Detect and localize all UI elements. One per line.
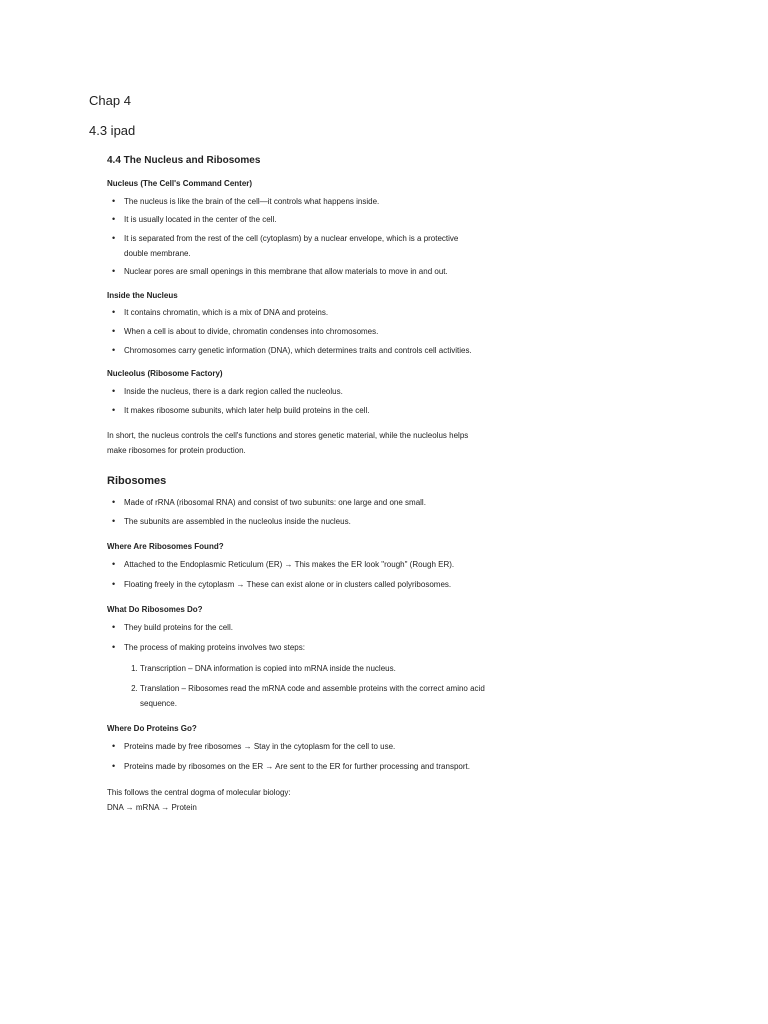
section-title: 4.4 The Nucleus and Ribosomes <box>107 155 261 166</box>
found-list <box>107 577 507 592</box>
list-item: • The process of making proteins involves two steps: <box>124 640 507 655</box>
found-list-2 <box>107 577 507 592</box>
nucleus-list <box>107 231 467 261</box>
list-item: • It contains chromatin, which is a mix of DNA and proteins. <box>124 305 507 320</box>
nucleus-list-4 <box>107 264 507 279</box>
nucleus-block <box>107 176 507 191</box>
list-item: • They build proteins for the cell. <box>124 620 507 635</box>
steps-list-1 <box>107 661 507 676</box>
inside-list <box>107 324 507 339</box>
nucleolus-list <box>107 403 507 418</box>
ribosomes-list <box>107 495 507 510</box>
list-item: • Nuclear pores are small openings in this membrane that allow materials to move in and out. <box>124 264 507 279</box>
list-item: • Made of rRNA (ribosomal RNA) and consist of two subunits: one large and one small. <box>124 495 507 510</box>
list-item: • Floating freely in the cytoplasm → These can exist alone or in clusters called polyribosomes. <box>124 577 507 592</box>
dogma-block <box>107 785 507 815</box>
inside-list-3 <box>107 343 527 358</box>
nucleus-list <box>107 264 507 279</box>
list-item: • The subunits are assembled in the nucleolus inside the nucleus. <box>124 514 507 529</box>
dogma-line: This follows the central dogma of molecular biology: <box>107 788 291 797</box>
list-item: • Attached to the Endoplasmic Reticulum (ER) → This makes the ER look "rough" (Rough ER). <box>124 557 507 572</box>
list-item: • It is usually located in the center of the cell. <box>124 212 507 227</box>
ribosomes-list <box>107 514 507 529</box>
ribosomes-section <box>107 474 507 489</box>
go-list-2 <box>107 759 527 774</box>
nucleolus-block <box>107 366 507 381</box>
nucleolus-heading: Nucleolus (Ribosome Factory) <box>107 369 223 378</box>
do-list <box>107 640 507 655</box>
inside-list <box>107 305 507 320</box>
go-list <box>107 759 527 774</box>
nucleus-list-2 <box>107 212 507 227</box>
found-block <box>107 539 507 554</box>
go-block <box>107 721 507 736</box>
inside-heading: Inside the Nucleus <box>107 291 178 300</box>
inside-list <box>107 343 527 358</box>
nucleolus-list-1 <box>107 384 507 399</box>
do-block <box>107 602 507 617</box>
list-item: • Proteins made by ribosomes on the ER → Are sent to the ER for further processing and transport. <box>124 759 527 774</box>
found-list <box>107 557 507 572</box>
list-item: • When a cell is about to divide, chromatin condenses into chromosomes. <box>124 324 507 339</box>
summary-block <box>107 428 477 458</box>
steps-list <box>107 661 507 676</box>
summary-paragraph: In short, the nucleus controls the cell's functions and stores genetic material, while the nucleolus helps make ribosomes for protein production. <box>107 431 469 455</box>
nucleus-list-1 <box>107 194 507 209</box>
do-list <box>107 620 507 635</box>
inside-block <box>107 288 507 303</box>
go-list <box>107 739 507 754</box>
nucleolus-list <box>107 384 507 399</box>
list-item: 2. Translation – Ribosomes read the mRNA code and assemble proteins with the correct amino acid sequence. <box>140 681 497 711</box>
nucleus-section <box>107 153 507 168</box>
go-heading: Where Do Proteins Go? <box>107 724 197 733</box>
nucleus-list <box>107 194 507 209</box>
go-list-1 <box>107 739 507 754</box>
do-heading: What Do Ribosomes Do? <box>107 605 203 614</box>
nucleus-list <box>107 212 507 227</box>
ribosomes-list-2 <box>107 514 507 529</box>
chapter-title: Chap 4 <box>89 93 131 108</box>
nucleus-list-3 <box>107 231 467 261</box>
do-list-2 <box>107 640 507 655</box>
steps-list <box>107 681 497 711</box>
steps-list-2 <box>107 681 497 711</box>
section-subtitle: 4.3 ipad <box>89 123 136 138</box>
inside-list-1 <box>107 305 507 320</box>
found-heading: Where Are Ribosomes Found? <box>107 542 224 551</box>
found-list-1 <box>107 557 507 572</box>
nucleolus-list-2 <box>107 403 507 418</box>
list-item: • It is separated from the rest of the cell (cytoplasm) by a nuclear envelope, which is a protective double membrane. <box>124 231 467 261</box>
list-item: • The nucleus is like the brain of the cell—it controls what happens inside. <box>124 194 507 209</box>
nucleus-heading: Nucleus (The Cell's Command Center) <box>107 179 253 188</box>
list-item: • Inside the nucleus, there is a dark region called the nucleolus. <box>124 384 507 399</box>
ribosomes-title: Ribosomes <box>107 475 167 487</box>
inside-list-2 <box>107 324 507 339</box>
list-item: • Proteins made by free ribosomes → Stay in the cytoplasm for the cell to use. <box>124 739 507 754</box>
list-item: • It makes ribosome subunits, which later help build proteins in the cell. <box>124 403 507 418</box>
list-item: 1. Transcription – DNA information is copied into mRNA inside the nucleus. <box>140 661 507 676</box>
do-list-1 <box>107 620 507 635</box>
dogma-formula: DNA → mRNA → Protein <box>107 803 197 812</box>
list-item: • Chromosomes carry genetic information (DNA), which determines traits and controls cell activities. <box>124 343 527 358</box>
ribosomes-list-1 <box>107 495 507 510</box>
